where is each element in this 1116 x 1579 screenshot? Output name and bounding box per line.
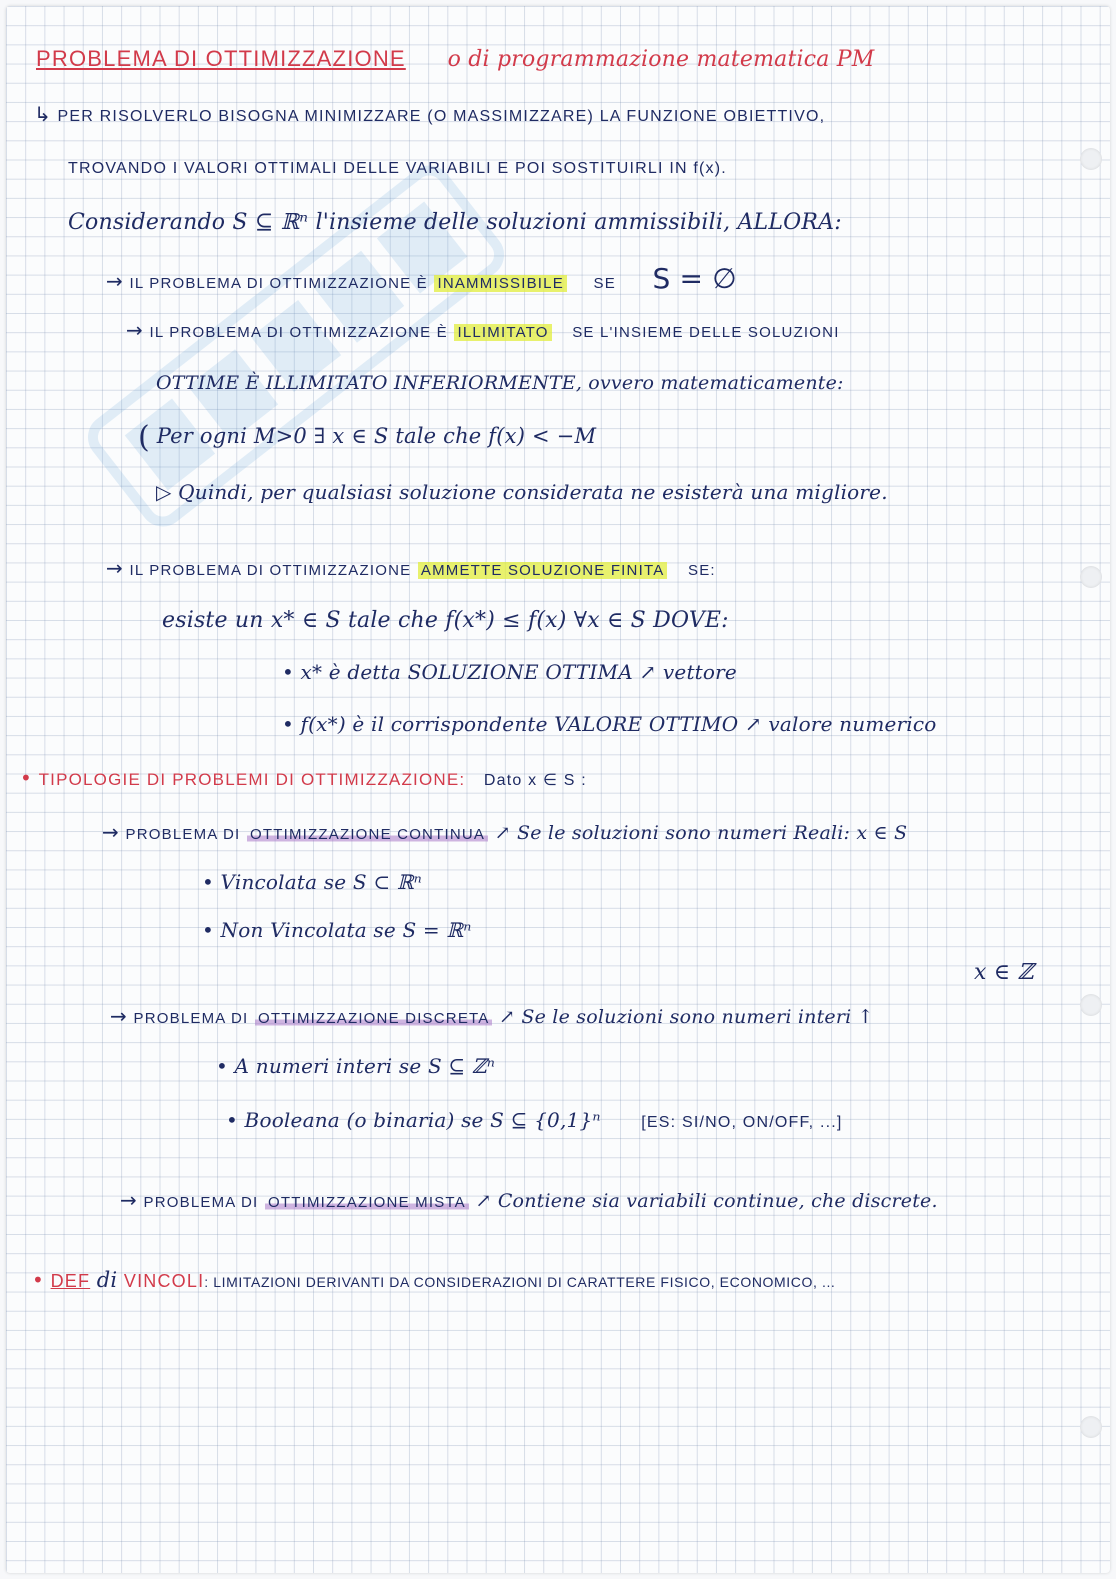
intro-text-1: PER RISOLVERLO BISOGNA MINIMIZZARE (O MASSIMIZZARE) LA FUNZIONE OBIETTIVO, bbox=[57, 108, 826, 125]
case-illimitato bbox=[126, 318, 840, 342]
binder-hole bbox=[1080, 566, 1102, 588]
highlight-discreta: OTTIMIZZAZIONE DISCRETA bbox=[255, 1010, 492, 1027]
arrow-icon: → bbox=[126, 318, 143, 342]
formula-unbounded: ( Per ogni M>0 ∃ x ∈ S tale che f(x) < −M bbox=[138, 420, 597, 455]
highlight-inammissibile: INAMMISSIBILE bbox=[434, 275, 566, 292]
def-text: : LIMITAZIONI DERIVANTI DA CONSIDERAZIONI DI CARATTERE FISICO, ECONOMICO, ... bbox=[204, 1274, 836, 1290]
tipologie-heading bbox=[20, 766, 587, 790]
notebook-page bbox=[6, 6, 1110, 1573]
case-finita-condition: esiste un x* ∈ S tale che f(x*) ≤ f(x) ∀x ∈ S DOVE: bbox=[162, 608, 729, 633]
page-title bbox=[36, 44, 875, 72]
intro-line-1 bbox=[34, 102, 825, 126]
tipologia-mista bbox=[120, 1188, 938, 1212]
booleana-example: [ES: SI/NO, ON/OFF, ...] bbox=[641, 1114, 843, 1131]
continua-vincolata: • Vincolata se S ⊂ ℝⁿ bbox=[202, 870, 422, 894]
binder-hole bbox=[1080, 994, 1102, 1016]
note-continua: ↗ Se le soluzioni sono numeri Reali: x ∈ S bbox=[494, 822, 908, 844]
binder-hole bbox=[1080, 148, 1102, 170]
highlight-illimitato: ILLIMITATO bbox=[454, 324, 551, 341]
discreta-booleana: • Booleana (o binaria) se S ⊆ {0,1}ⁿ [ES: SI/NO, ON/OFF, ...] bbox=[226, 1108, 843, 1132]
case-illimitato-conclusion: ▷ Quindi, per qualsiasi soluzione considerata ne esisterà una migliore. bbox=[156, 480, 888, 504]
title-rest: o di programmazione matematica PM bbox=[447, 47, 875, 72]
highlight-finita: AMMETTE SOLUZIONE FINITA bbox=[418, 562, 668, 579]
bullet-icon: • bbox=[20, 766, 32, 790]
def-label: DEF bbox=[50, 1271, 91, 1291]
def-vincoli bbox=[32, 1268, 835, 1292]
return-arrow-icon: ↳ bbox=[34, 102, 51, 126]
note-mista: ↗ Contiene sia variabili continue, che discrete. bbox=[475, 1190, 938, 1212]
def-di: di bbox=[96, 1268, 118, 1292]
case-text: PROBLEMA DI bbox=[125, 826, 241, 843]
arrow-icon: → bbox=[110, 1004, 127, 1028]
case-text: SE L'INSIEME DELLE SOLUZIONI bbox=[572, 324, 840, 341]
discreta-aside: x ∈ ℤ bbox=[974, 960, 1034, 985]
case-text: IL PROBLEMA DI OTTIMIZZAZIONE bbox=[129, 562, 412, 579]
case-text: IL PROBLEMA DI OTTIMIZZAZIONE È bbox=[129, 275, 428, 292]
case-text: PROBLEMA DI bbox=[133, 1010, 249, 1027]
tipologie-given: Dato x ∈ S : bbox=[483, 772, 587, 789]
discreta-interi: • A numeri interi se S ⊆ ℤⁿ bbox=[216, 1054, 496, 1078]
bullet-icon: • bbox=[32, 1268, 44, 1292]
tipologia-discreta bbox=[110, 1004, 874, 1028]
formula-empty-set: S = ∅ bbox=[652, 262, 737, 295]
case-text: SE: bbox=[687, 562, 716, 579]
arrow-icon: → bbox=[120, 1188, 137, 1212]
case-text: PROBLEMA DI bbox=[143, 1194, 259, 1211]
arrow-icon: → bbox=[106, 269, 123, 293]
intro-line-3: Considerando S ⊆ ℝⁿ l'insieme delle soluzioni ammissibili, ALLORA: bbox=[68, 210, 842, 235]
arrow-icon: → bbox=[106, 556, 123, 580]
continua-non-vincolata: • Non Vincolata se S = ℝⁿ bbox=[202, 918, 472, 942]
intro-line-2: TROVANDO I VALORI OTTIMALI DELLE VARIABILI E POI SOSTITUIRLI IN f(x). bbox=[68, 160, 727, 177]
tipologie-title: TIPOLOGIE DI PROBLEMI DI OTTIMIZZAZIONE: bbox=[38, 770, 466, 789]
case-finita bbox=[106, 556, 716, 580]
highlight-mista: OTTIMIZZAZIONE MISTA bbox=[265, 1194, 469, 1211]
case-text: SE bbox=[593, 275, 616, 292]
title-main: PROBLEMA DI OTTIMIZZAZIONE bbox=[36, 46, 406, 71]
case-text: IL PROBLEMA DI OTTIMIZZAZIONE È bbox=[149, 324, 448, 341]
bullet-soluzione-ottima: • x* è detta SOLUZIONE OTTIMA ↗ vettore bbox=[282, 660, 737, 684]
def-vincoli-word: VINCOLI bbox=[123, 1271, 205, 1291]
note-discreta: ↗ Se le soluzioni sono numeri interi ↑ bbox=[499, 1006, 874, 1028]
arrow-icon: → bbox=[102, 820, 119, 844]
case-inammissibile bbox=[106, 262, 737, 295]
binder-hole bbox=[1080, 1416, 1102, 1438]
case-illimitato-line-2: OTTIME È ILLIMITATO INFERIORMENTE, ovvero matematicamente: bbox=[156, 372, 844, 394]
bullet-valore-ottimo: • f(x*) è il corrispondente VALORE OTTIMO ↗ valore numerico bbox=[282, 712, 937, 736]
highlight-continua: OTTIMIZZAZIONE CONTINUA bbox=[247, 826, 488, 843]
tipologia-continua bbox=[102, 820, 907, 844]
